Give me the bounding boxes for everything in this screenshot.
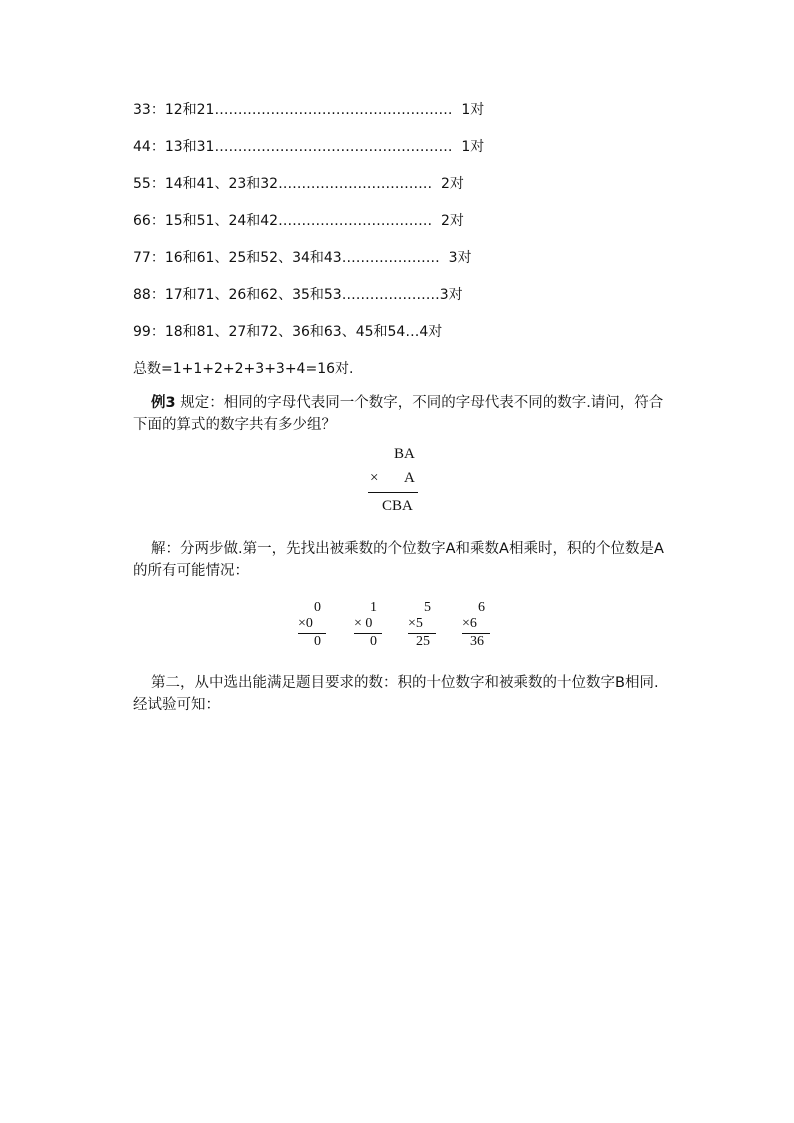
step2-text: 第二，从中选出能满足题目要求的数：积的十位数字和被乘数的十位数字B相同.经试验可知： — [133, 675, 659, 713]
example-label: 例3 — [151, 395, 176, 411]
case-result: 25 — [416, 634, 430, 649]
pair-line-88: 88：17和71、26和62、35和53…………………3对 — [133, 287, 463, 303]
case-result: 0 — [370, 634, 377, 649]
example-paragraph — [133, 392, 673, 436]
case-2 — [406, 600, 450, 656]
pair-line-44: 44：13和31…………………………………………… 1对 — [133, 139, 485, 155]
case-result: 36 — [470, 634, 484, 649]
pair-line-66: 66：15和51、24和42…………………………… 2对 — [133, 213, 464, 229]
case-rule — [298, 633, 326, 634]
case-0 — [296, 600, 340, 656]
puzzle-multiplicand: BA — [394, 446, 415, 462]
step2-paragraph — [133, 672, 673, 716]
case-multiplier: ×6 — [462, 616, 477, 631]
case-result: 0 — [314, 634, 321, 649]
example-text: 规定：相同的字母代表同一个数字，不同的字母代表不同的数字.请问，符合下面的算式的数字共有多少组？ — [133, 395, 664, 433]
solution-paragraph — [133, 538, 673, 582]
case-top: 0 — [314, 600, 321, 615]
puzzle-multiplication — [360, 446, 430, 518]
case-top: 1 — [370, 600, 377, 615]
pair-line-77: 77：16和61、25和52、34和43………………… 3对 — [133, 250, 472, 266]
case-top: 6 — [478, 600, 485, 615]
case-multiplier: ×5 — [408, 616, 423, 631]
pair-line-99: 99：18和81、27和72、36和63、45和54…4对 — [133, 324, 443, 340]
times-symbol: × — [370, 470, 379, 486]
case-multiplier: × 0 — [354, 616, 373, 631]
case-top: 5 — [424, 600, 431, 615]
case-rule — [354, 633, 382, 634]
case-multiplier: ×0 — [298, 616, 313, 631]
solution-text: 解：分两步做.第一，先找出被乘数的个位数字A和乘数A相乘时，积的个位数是A的所有可能情况： — [133, 541, 664, 579]
total-line: 总数=1+1+2+2+3+3+4=16对. — [133, 361, 354, 377]
pair-line-33: 33：12和21…………………………………………… 1对 — [133, 102, 485, 118]
puzzle-product: CBA — [382, 498, 413, 514]
puzzle-rule — [368, 492, 418, 493]
puzzle-multiplier: A — [404, 470, 415, 486]
pair-line-55: 55：14和41、23和32…………………………… 2对 — [133, 176, 464, 192]
case-3 — [460, 600, 504, 656]
case-1 — [352, 600, 396, 656]
